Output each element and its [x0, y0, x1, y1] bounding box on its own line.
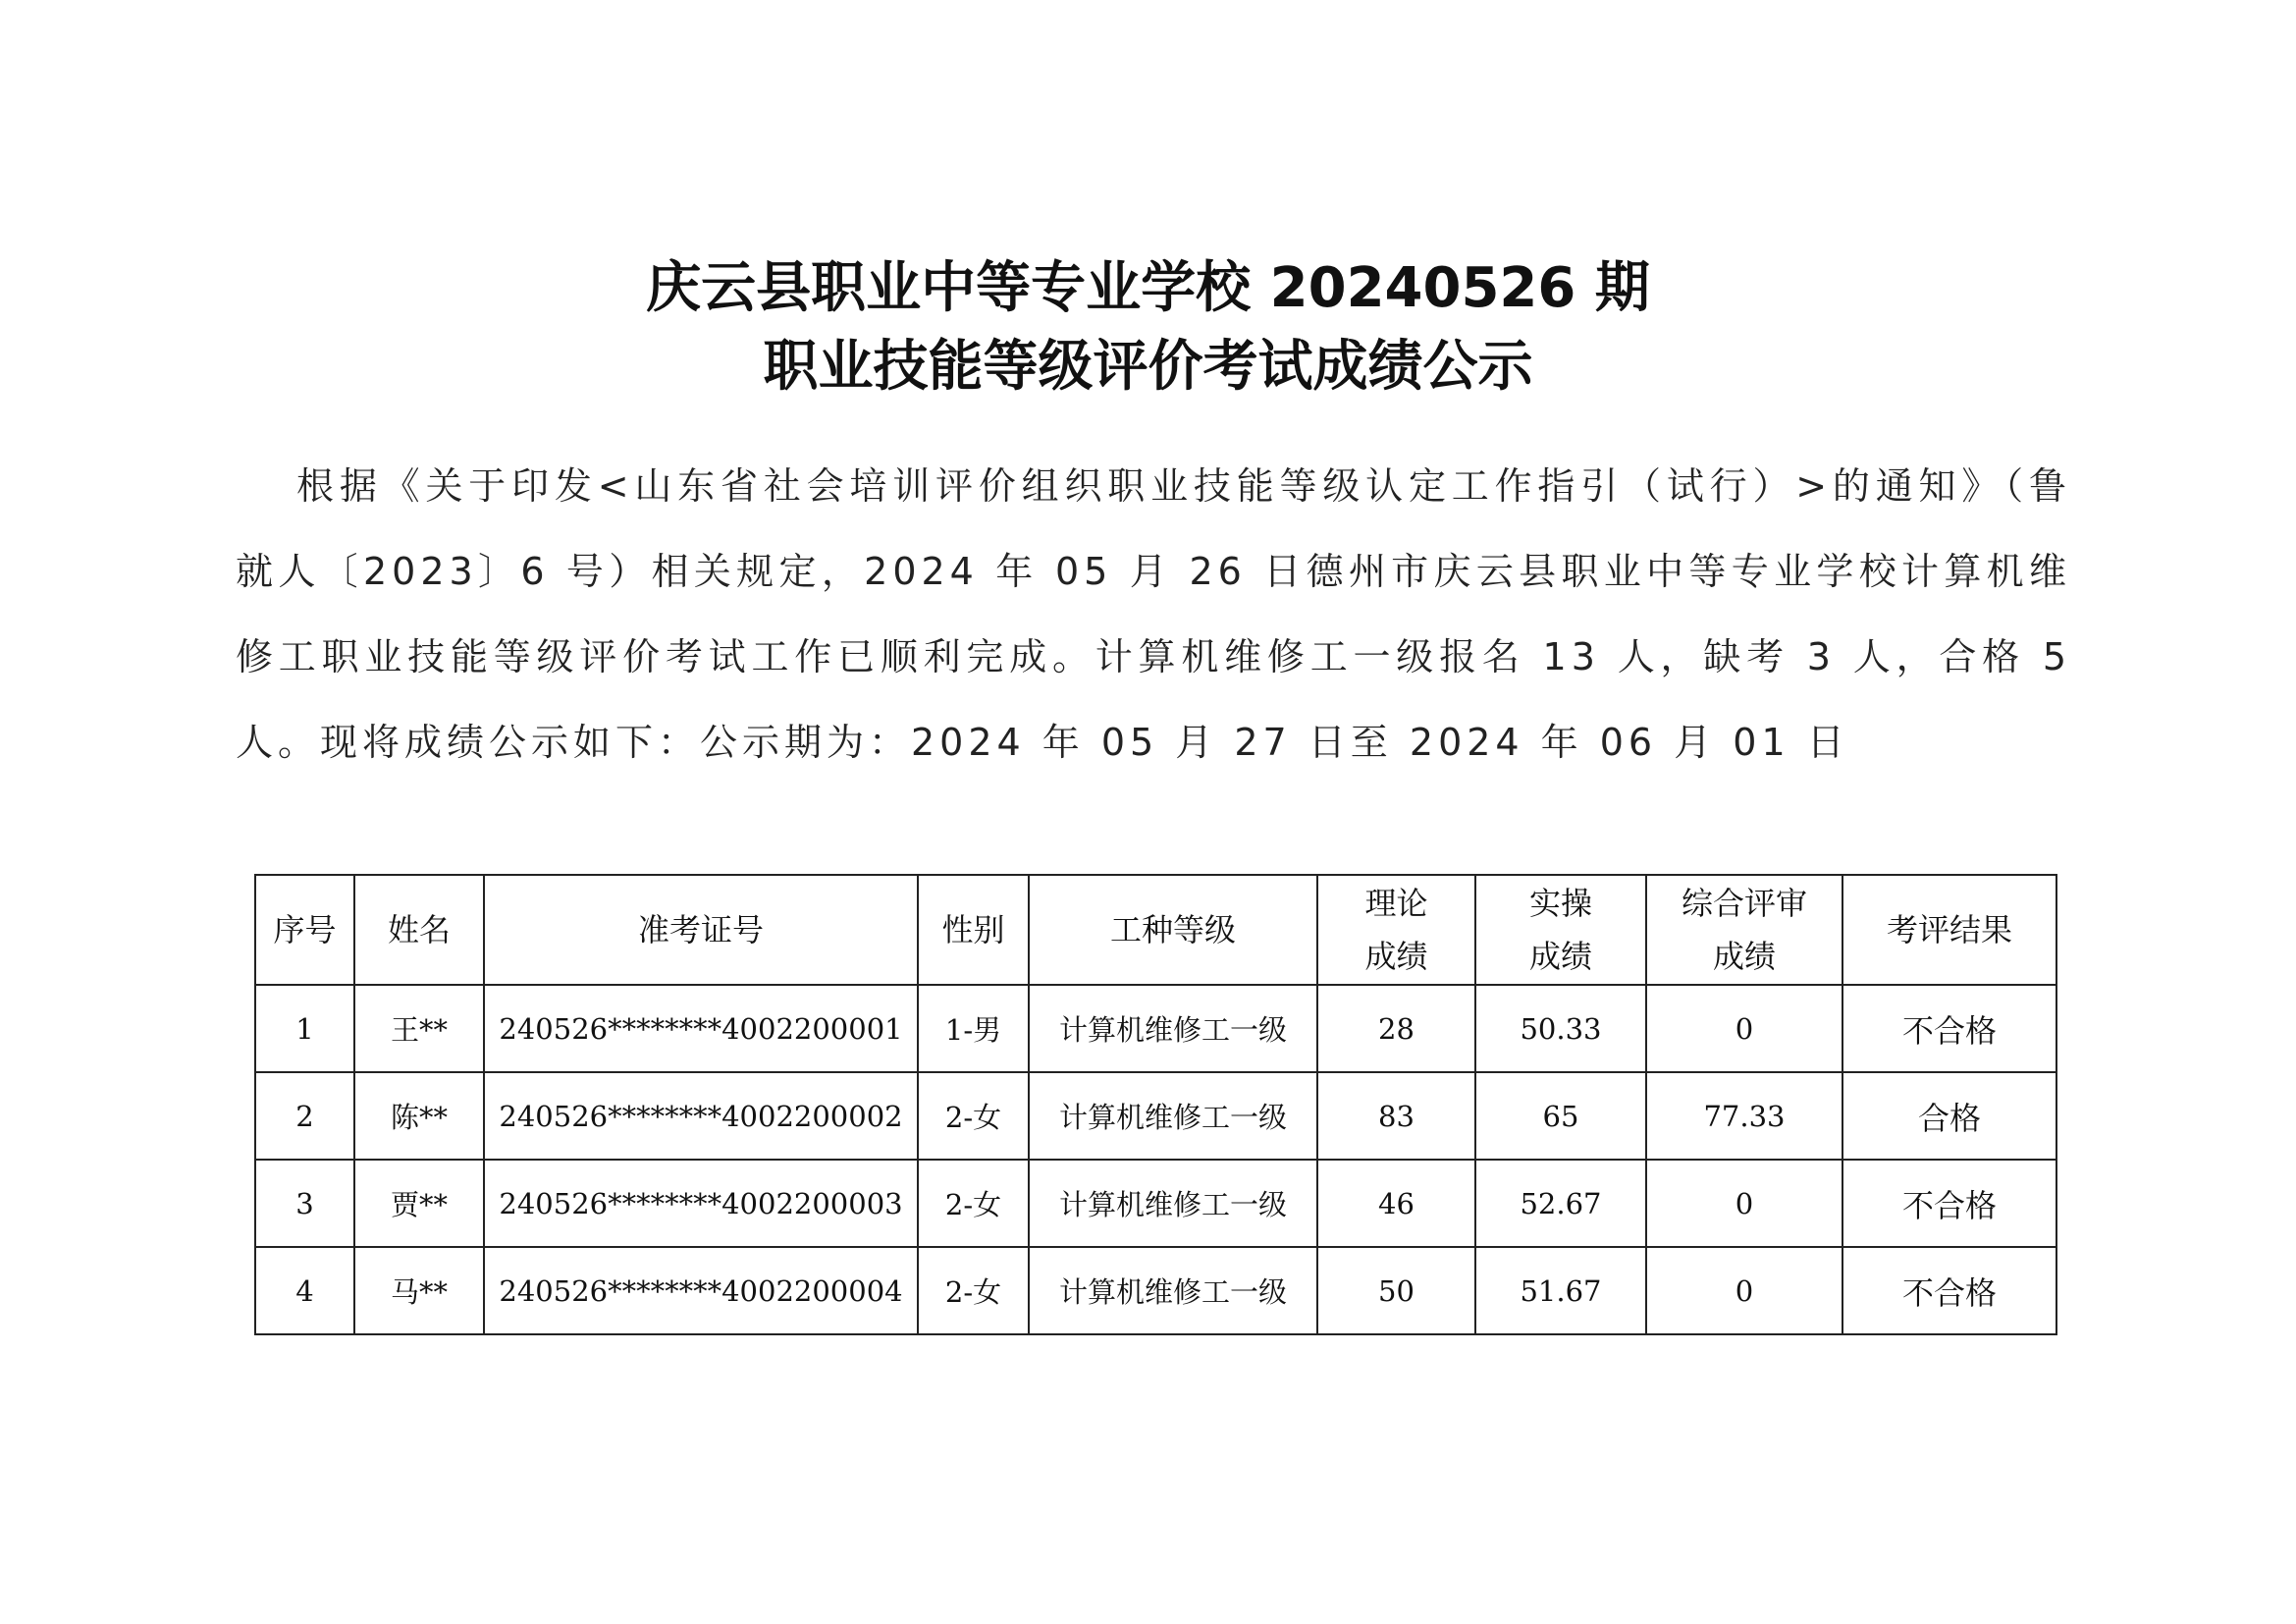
header-theory-line-1: 理论	[1364, 885, 1428, 922]
cell-ticket: 240526********4002200002	[484, 1072, 918, 1160]
cell-grade: 计算机维修工一级	[1029, 1247, 1317, 1334]
cell-overall: 0	[1646, 1247, 1842, 1334]
cell-practice: 65	[1475, 1072, 1646, 1160]
cell-overall: 0	[1646, 1160, 1842, 1247]
header-theory-line-2: 成绩	[1364, 938, 1428, 975]
cell-seq: 3	[255, 1160, 354, 1247]
document-title-line-1: 庆云县职业中等专业学校 20240526 期	[646, 256, 1650, 320]
header-practice	[1475, 875, 1646, 985]
header-seq: 序号	[255, 875, 354, 985]
cell-result: 不合格	[1842, 1160, 2056, 1247]
cell-theory: 28	[1317, 985, 1475, 1072]
cell-grade: 计算机维修工一级	[1029, 1072, 1317, 1160]
cell-overall: 0	[1646, 985, 1842, 1072]
cell-practice: 52.67	[1475, 1160, 1646, 1247]
cell-name: 贾**	[354, 1160, 484, 1247]
header-practice-line-1: 实操	[1528, 885, 1592, 922]
cell-result: 不合格	[1842, 1247, 2056, 1334]
cell-overall: 77.33	[1646, 1072, 1842, 1160]
header-practice-line-2: 成绩	[1528, 938, 1592, 975]
cell-theory: 50	[1317, 1247, 1475, 1334]
cell-seq: 4	[255, 1247, 354, 1334]
cell-result: 不合格	[1842, 985, 2056, 1072]
table-header-row	[255, 875, 2056, 985]
header-overall-line-2: 成绩	[1712, 938, 1776, 975]
cell-gender: 2-女	[918, 1072, 1029, 1160]
table-row	[255, 985, 2056, 1072]
header-gender: 性别	[918, 875, 1029, 985]
cell-seq: 1	[255, 985, 354, 1072]
table-row	[255, 1160, 2056, 1247]
header-result: 考评结果	[1842, 875, 2056, 985]
header-grade: 工种等级	[1029, 875, 1317, 985]
cell-ticket: 240526********4002200004	[484, 1247, 918, 1334]
header-overall	[1646, 875, 1842, 985]
cell-theory: 46	[1317, 1160, 1475, 1247]
cell-practice: 50.33	[1475, 985, 1646, 1072]
score-table	[254, 874, 2057, 1335]
header-theory	[1317, 875, 1475, 985]
notice-paragraph: 根据《关于印发<山东省社会培训评价组织职业技能等级认定工作指引（试行）>的通知》（鲁就人〔2023〕6 号）相关规定，2024 年 05 月 26 日德州市庆云县职业中等专业学校计算机维修工职业技能等级评价考试工作已顺利完成。计算机维修工一级报名 13 人，缺考 3 人，合格 5 人。现将成绩公示如下：公示期为：2024 年 05 月 27 日至 2024 年 06 月 01 日	[236, 464, 2071, 764]
cell-ticket: 240526********4002200001	[484, 985, 918, 1072]
cell-gender: 2-女	[918, 1247, 1029, 1334]
cell-ticket: 240526********4002200003	[484, 1160, 918, 1247]
header-name: 姓名	[354, 875, 484, 985]
cell-gender: 1-男	[918, 985, 1029, 1072]
cell-practice: 51.67	[1475, 1247, 1646, 1334]
cell-result: 合格	[1842, 1072, 2056, 1160]
cell-gender: 2-女	[918, 1160, 1029, 1247]
cell-grade: 计算机维修工一级	[1029, 1160, 1317, 1247]
cell-grade: 计算机维修工一级	[1029, 985, 1317, 1072]
header-ticket: 准考证号	[484, 875, 918, 985]
header-overall-line-1: 综合评审	[1681, 885, 1807, 922]
cell-name: 陈**	[354, 1072, 484, 1160]
cell-name: 王**	[354, 985, 484, 1072]
cell-seq: 2	[255, 1072, 354, 1160]
document-title-line-2: 职业技能等级评价考试成绩公示	[763, 335, 1533, 399]
cell-name: 马**	[354, 1247, 484, 1334]
cell-theory: 83	[1317, 1072, 1475, 1160]
table-row	[255, 1247, 2056, 1334]
table-row	[255, 1072, 2056, 1160]
